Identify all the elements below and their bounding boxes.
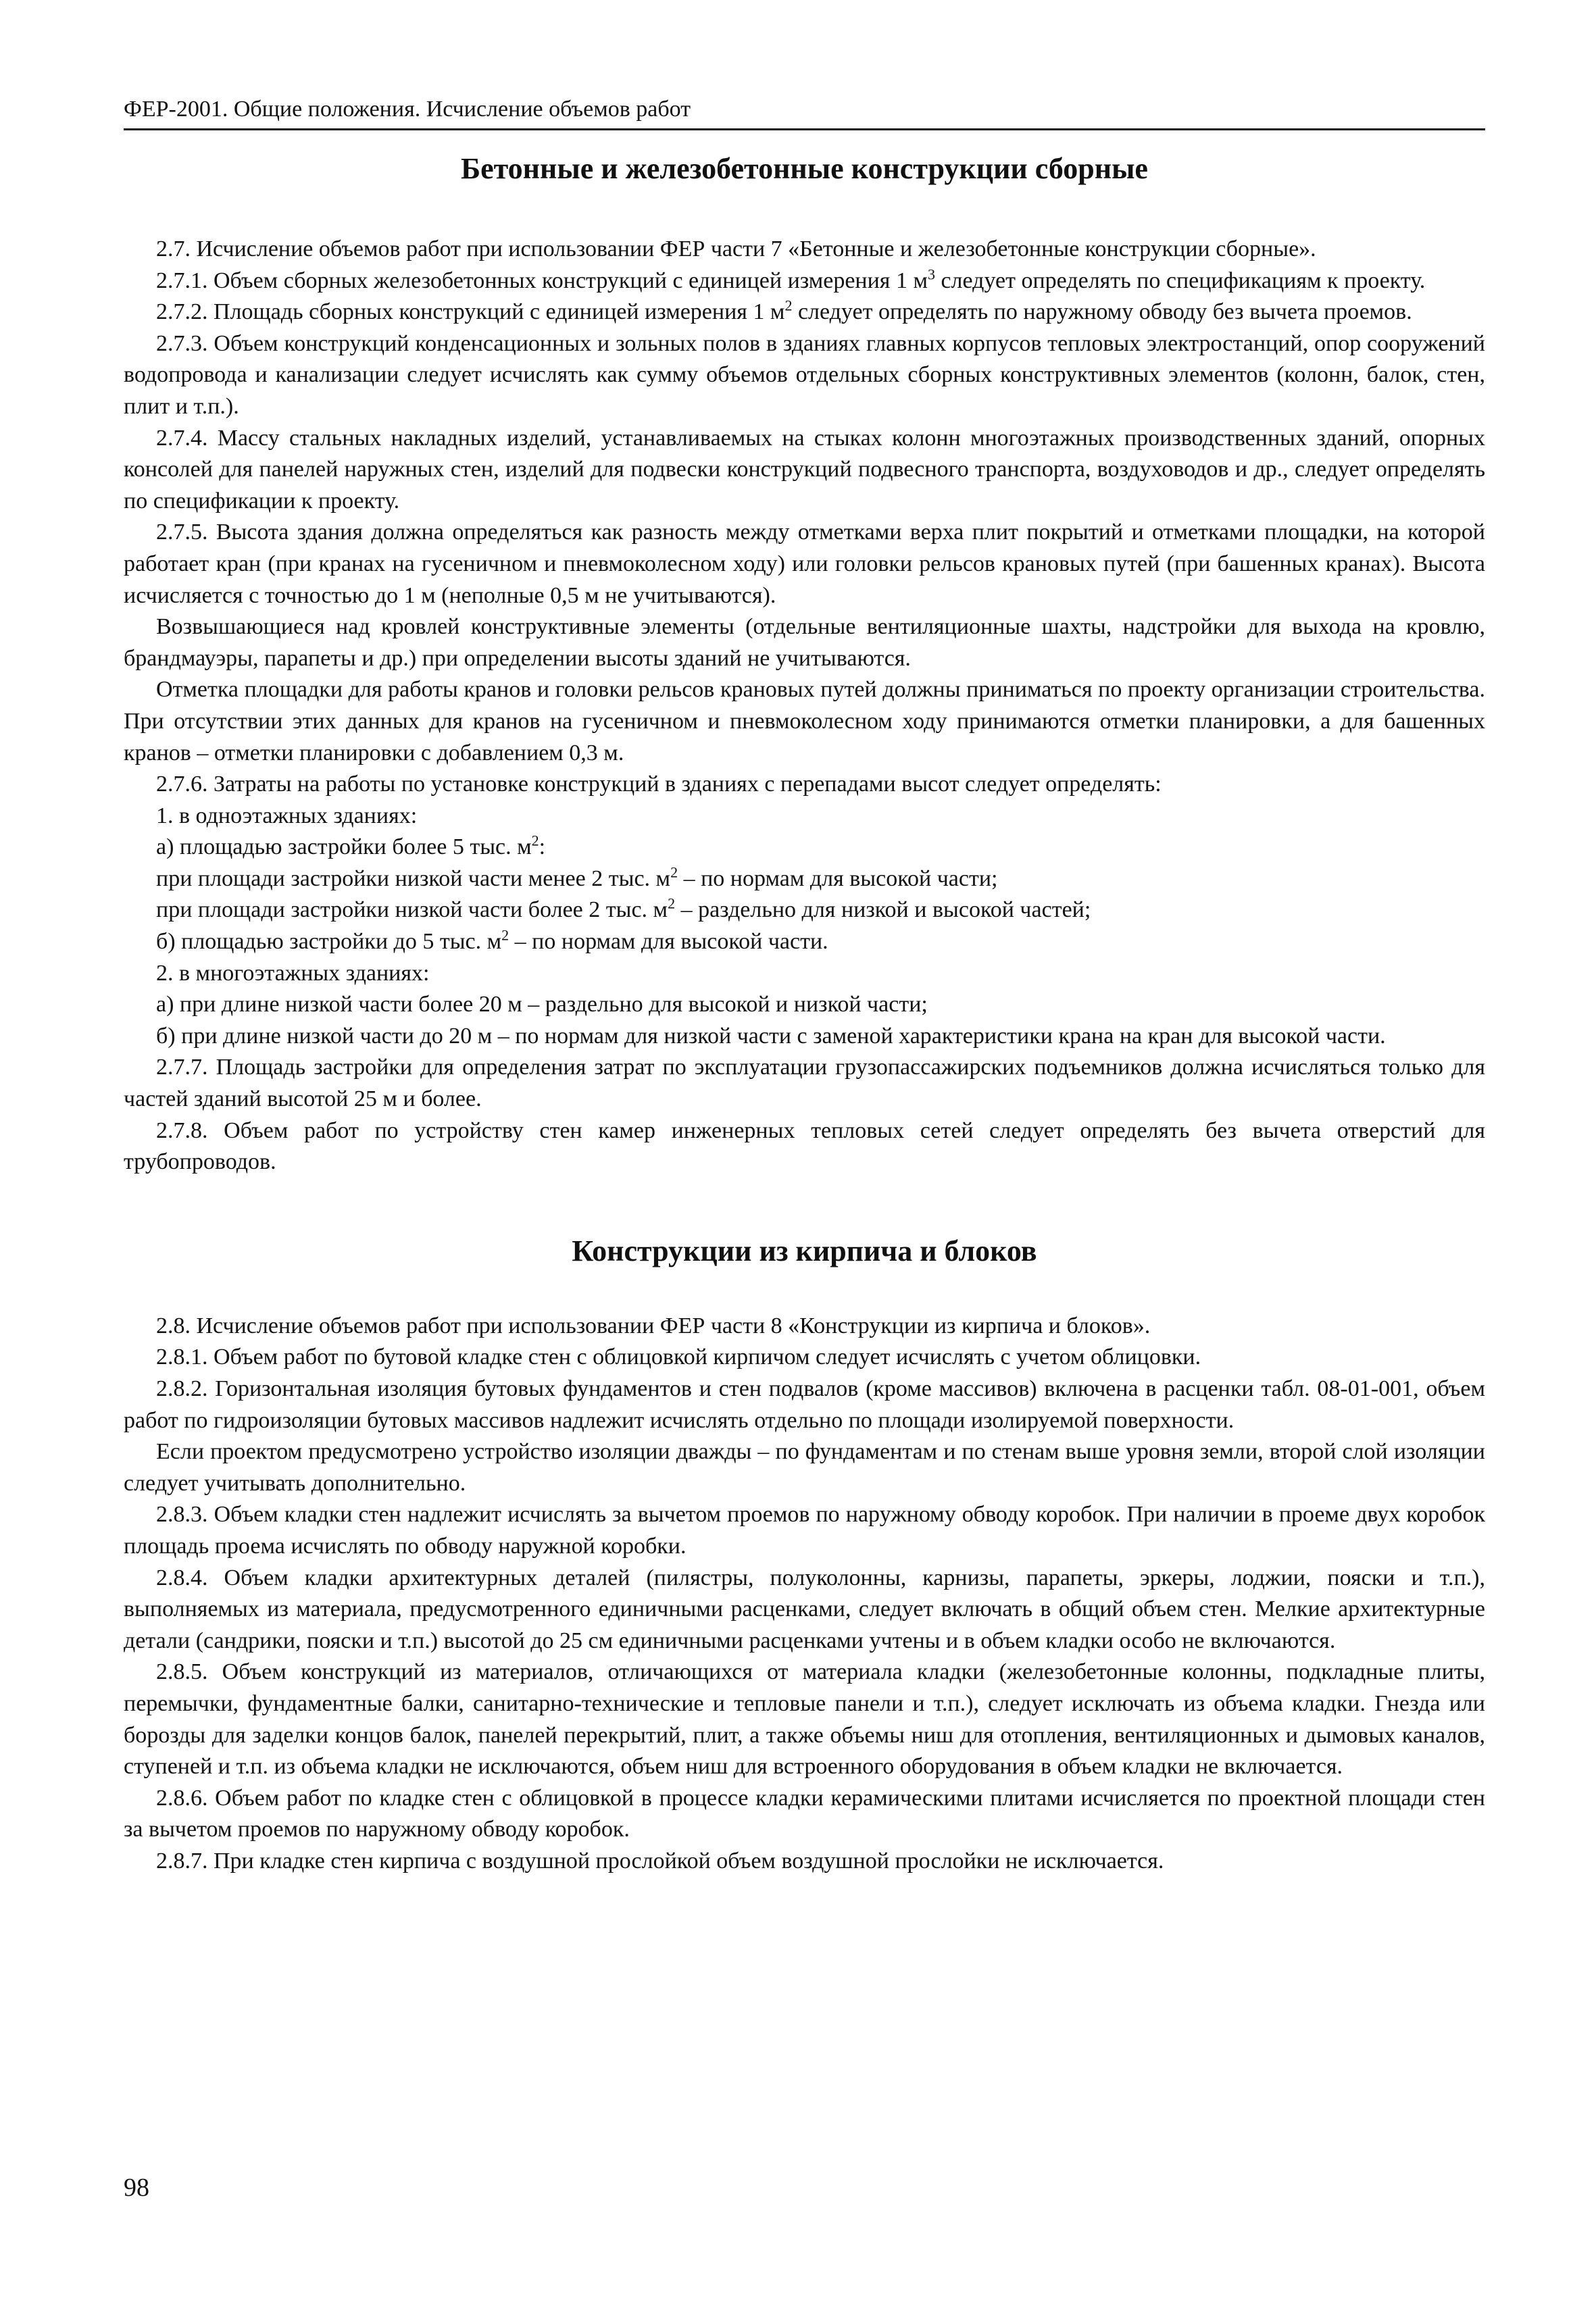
paragraph-2-8: 2.8. Исчисление объемов работ при использовании ФЕР части 8 «Конструкции из кирпича и блоков». [156,1313,1151,1338]
page-content [124,150,1485,1878]
list-item-single-storey: 1. в одноэтажных зданиях: [156,803,418,828]
list-item-length-over-20: а) при длине низкой части более 20 м – раздельно для высокой и низкой части; [156,992,928,1017]
paragraph-2-8-5: 2.8.5. Объем конструкций из материалов, отличающихся от материала кладки (железобетонные колонны, подкладные плиты, перемычки, фундаментные балки, санитарно-технические и тепловые панели и т.п.), следует исключать из объема кладки. Гнезда или борозды для заделки концов балок, панелей перекрытий, плит, а также объемы ниш для отопления, вентиляционных и дымовых каналов, ступеней и т.п. из объема кладки не исключаются, объем ниш для встроенного оборудования в объем кладки не включается. [124,1659,1485,1780]
running-header: ФЕР-2001. Общие положения. Исчисление объемов работ [124,95,1485,130]
paragraph-2-7-4: 2.7.4. Массу стальных накладных изделий, устанавливаемых на стыках колонн многоэтажных производственных зданий, опорных консолей для панелей наружных стен, изделий для подвески конструкций подвесного транспорта, воздуховодов и др., следует определять по спецификации к проекту. [124,425,1485,513]
paragraph-2-7-2: 2.7.2. Площадь сборных конструкций с единицей измерения 1 $м^2$ следует определять по наружному обводу без вычета проемов. [156,297,1412,325]
paragraph-2-7-6: 2.7.6. Затраты на работы по установке конструкций в зданиях с перепадами высот следует определять: [156,772,1162,797]
paragraph-2-7: 2.7. Исчисление объемов работ при использовании ФЕР части 7 «Бетонные и железобетонные конструкции сборные». [156,236,1316,261]
paragraph-2-7-5: 2.7.5. Высота здания должна определяться как разность между отметками верха плит покрытий и отметками площадки, на которой работает кран (при кранах на гусеничном и пневмоколесном ходу) или головки рельсов крановых путей (при башенных кранах). Высота исчисляется с точностью до 1 м (неполные 0,5 м не учитываются). [124,520,1485,608]
list-item-area-over-5k: а) площадью застройки более 5 тыс. $м^2$: [156,832,546,860]
page-number: 98 [124,2173,149,2202]
paragraph-2-7-3: 2.7.3. Объем конструкций конденсационных и зольных полов в зданиях главных корпусов тепловых электростанций, опор сооружений водопровода и канализации следует исчислять как сумму объемов отдельных сборных конструктивных элементов (колонн, балок, стен, плит и т.п.). [124,330,1485,419]
paragraph-2-8-4: 2.8.4. Объем кладки архитектурных деталей (пилястры, полуколонны, карнизы, парапеты, эркеры, лоджии, пояски и т.п.), выполняемых из материала, предусмотренного единичными расценками, следует включать в общий объем стен. Мелкие архитектурные детали (сандрики, пояски и т.п.) высотой до 25 см единичными расценками учтены и в объем кладки особо не включаются. [124,1565,1485,1653]
paragraph-2-8-2: 2.8.2. Горизонтальная изоляция бутовых фундаментов и стен подвалов (кроме массивов) включена в расценки табл. 08-01-001, объем работ по гидроизоляции бутовых массивов надлежит исчислять отдельно по площади изолируемой поверхности. [124,1376,1485,1433]
paragraph-crane-platform: Отметка площадки для работы кранов и головки рельсов крановых путей должны приниматься по проекту организации строительства. При отсутствии этих данных для кранов на гусеничном и пневмоколесном ходу принимаются отметки планировки, а для башенных кранов – отметки планировки с добавлением 0,3 м. [124,677,1485,765]
paragraph-2-8-3: 2.8.3. Объем кладки стен надлежит исчислять за вычетом проемов по наружному обводу коробок. При наличии в проеме двух коробок площадь проема исчислять по обводу наружной коробки. [124,1502,1485,1559]
paragraph-2-7-8: 2.7.8. Объем работ по устройству стен камер инженерных тепловых сетей следует определять без вычета отверстий для трубопроводов. [124,1117,1485,1175]
paragraph-insulation-twice: Если проектом предусмотрено устройство изоляции дважды – по фундаментам и по стенам выше уровня земли, второй слой изоляции следует учитывать дополнительно. [124,1439,1485,1496]
section-title-precast-concrete: Бетонные и железобетонные конструкции сборные [461,152,1148,185]
paragraph-roof-elements: Возвышающиеся над кровлей конструктивные элементы (отдельные вентиляционные шахты, надстройки для выхода на кровлю, брандмауэры, парапеты и др.) при определении высоты зданий не учитываются. [124,614,1485,671]
section-title-brick-blocks: Конструкции из кирпича и блоков [572,1234,1037,1267]
list-item-area-under-5k: б) площадью застройки до 5 тыс. $м^2$ – по нормам для высокой части. [156,926,828,955]
list-item-multi-storey: 2. в многоэтажных зданиях: [156,960,430,986]
paragraph-2-7-1: 2.7.1. Объем сборных железобетонных конструкций с единицей измерения 1 $м^3$ следует определять по спецификациям к проекту. [156,266,1426,293]
paragraph-2-8-6: 2.8.6. Объем работ по кладке стен с облицовкой в процессе кладки керамическими плитами исчисляется по проектной площади стен за вычетом проемов по наружному обводу коробок. [124,1785,1485,1842]
list-item-low-part-under-2k: при площади застройки низкой части менее 2 тыс. $м^2$ – по нормам для высокой части; [156,863,998,891]
paragraph-2-8-1: 2.8.1. Объем работ по бутовой кладке стен с облицовкой кирпичом следует исчислять с учетом облицовки. [156,1344,1201,1370]
paragraph-2-7-7: 2.7.7. Площадь застройки для определения затрат по эксплуатации грузопассажирских подъемников должна исчисляться только для частей зданий высотой 25 м и более. [124,1055,1485,1112]
paragraph-2-8-7: 2.8.7. При кладке стен кирпича с воздушной прослойкой объем воздушной прослойки не исключается. [156,1848,1164,1873]
list-item-low-part-over-2k: при площади застройки низкой части более 2 тыс. $м^2$ – раздельно для низкой и высокой частей; [156,895,1091,923]
list-item-length-under-20: б) при длине низкой части до 20 м – по нормам для низкой части с заменой характеристики крана на кран для высокой части. [156,1023,1386,1049]
